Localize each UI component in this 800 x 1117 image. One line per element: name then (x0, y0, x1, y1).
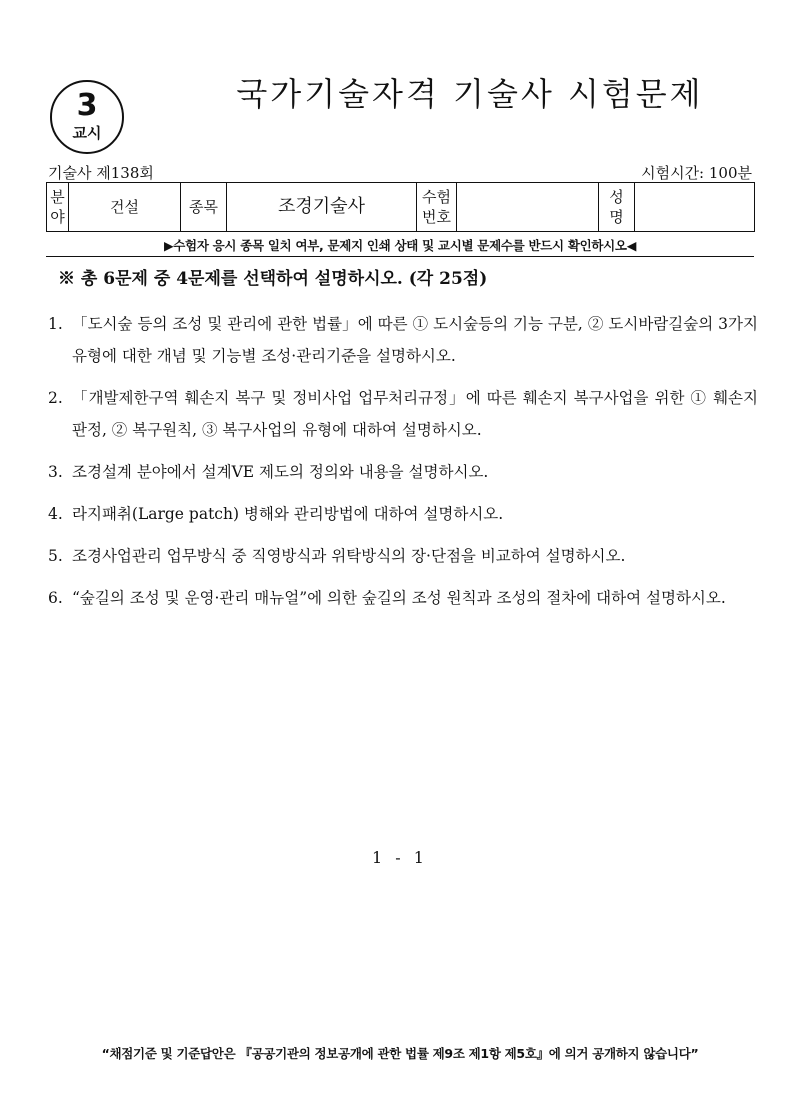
disclosure-note: “채점기준 및 기준답안은 『공공기관의 정보공개에 관한 법률 제9조 제1항 제5호』에 의거 공개하지 않습니다” (101, 1046, 699, 1061)
question-number: 6. (48, 589, 63, 607)
exam-time: 시험시간: 100분 (641, 164, 752, 182)
exam-number-label: 수험 번호 (417, 183, 457, 232)
question-number: 5. (48, 547, 63, 565)
question-item (48, 540, 758, 572)
exam-info-table (46, 182, 755, 232)
question-number: 4. (48, 505, 63, 523)
field-value: 건설 (69, 183, 181, 232)
instruction-text: ※ 총 6문제 중 4문제를 선택하여 설명하시오. (각 25점) (58, 269, 488, 289)
session-label: 교시 (72, 124, 102, 142)
question-item (48, 308, 758, 372)
divider (46, 256, 754, 257)
session-badge (50, 80, 124, 154)
field-label: 분 야 (47, 183, 69, 232)
name-label: 성 명 (599, 183, 635, 232)
question-text: 「개발제한구역 훼손지 복구 및 정비사업 업무처리규정」에 따른 훼손지 복구사업을 위한 ① 훼손지 판정, ② 복구원칙, ③ 복구사업의 유형에 대하여 설명하시오. (72, 389, 758, 439)
question-text: “숲길의 조성 및 운영·관리 매뉴얼”에 의한 숲길의 조성 원칙과 조성의 절차에 대하여 설명하시오. (72, 589, 726, 607)
notice-text: ▶수험자 응시 종목 일치 여부, 문제지 인쇄 상태 및 교시별 문제수를 반드시 확인하시오◀ (163, 238, 637, 253)
category-label: 종목 (181, 183, 227, 232)
session-number: 3 (76, 88, 98, 123)
question-text: 라지패취(Large patch) 병해와 관리방법에 대하여 설명하시오. (72, 505, 504, 523)
category-value: 조경기술사 (227, 183, 417, 232)
question-text: 「도시숲 등의 조성 및 관리에 관한 법률」에 따른 ① 도시숲등의 기능 구분, ② 도시바람길숲의 3가지 유형에 대한 개념 및 기능별 조성·관리기준을 설명하시오. (72, 315, 758, 365)
question-item (48, 498, 758, 530)
question-list (48, 308, 758, 624)
question-item (48, 382, 758, 446)
question-text: 조경설계 분야에서 설계VE 제도의 정의와 내용을 설명하시오. (72, 463, 489, 481)
name-field[interactable] (635, 183, 755, 232)
question-item (48, 582, 758, 614)
question-number: 2. (48, 389, 63, 407)
question-item (48, 456, 758, 488)
page-title: 국가기술자격 기술사 시험문제 (236, 75, 704, 113)
exam-round: 기술사 제138회 (48, 164, 154, 182)
question-text: 조경사업관리 업무방식 중 직영방식과 위탁방식의 장·단점을 비교하여 설명하시오. (72, 547, 626, 565)
question-number: 3. (48, 463, 63, 481)
question-number: 1. (48, 315, 63, 333)
page-number: 1 - 1 (372, 848, 428, 867)
exam-number-field[interactable] (457, 183, 599, 232)
